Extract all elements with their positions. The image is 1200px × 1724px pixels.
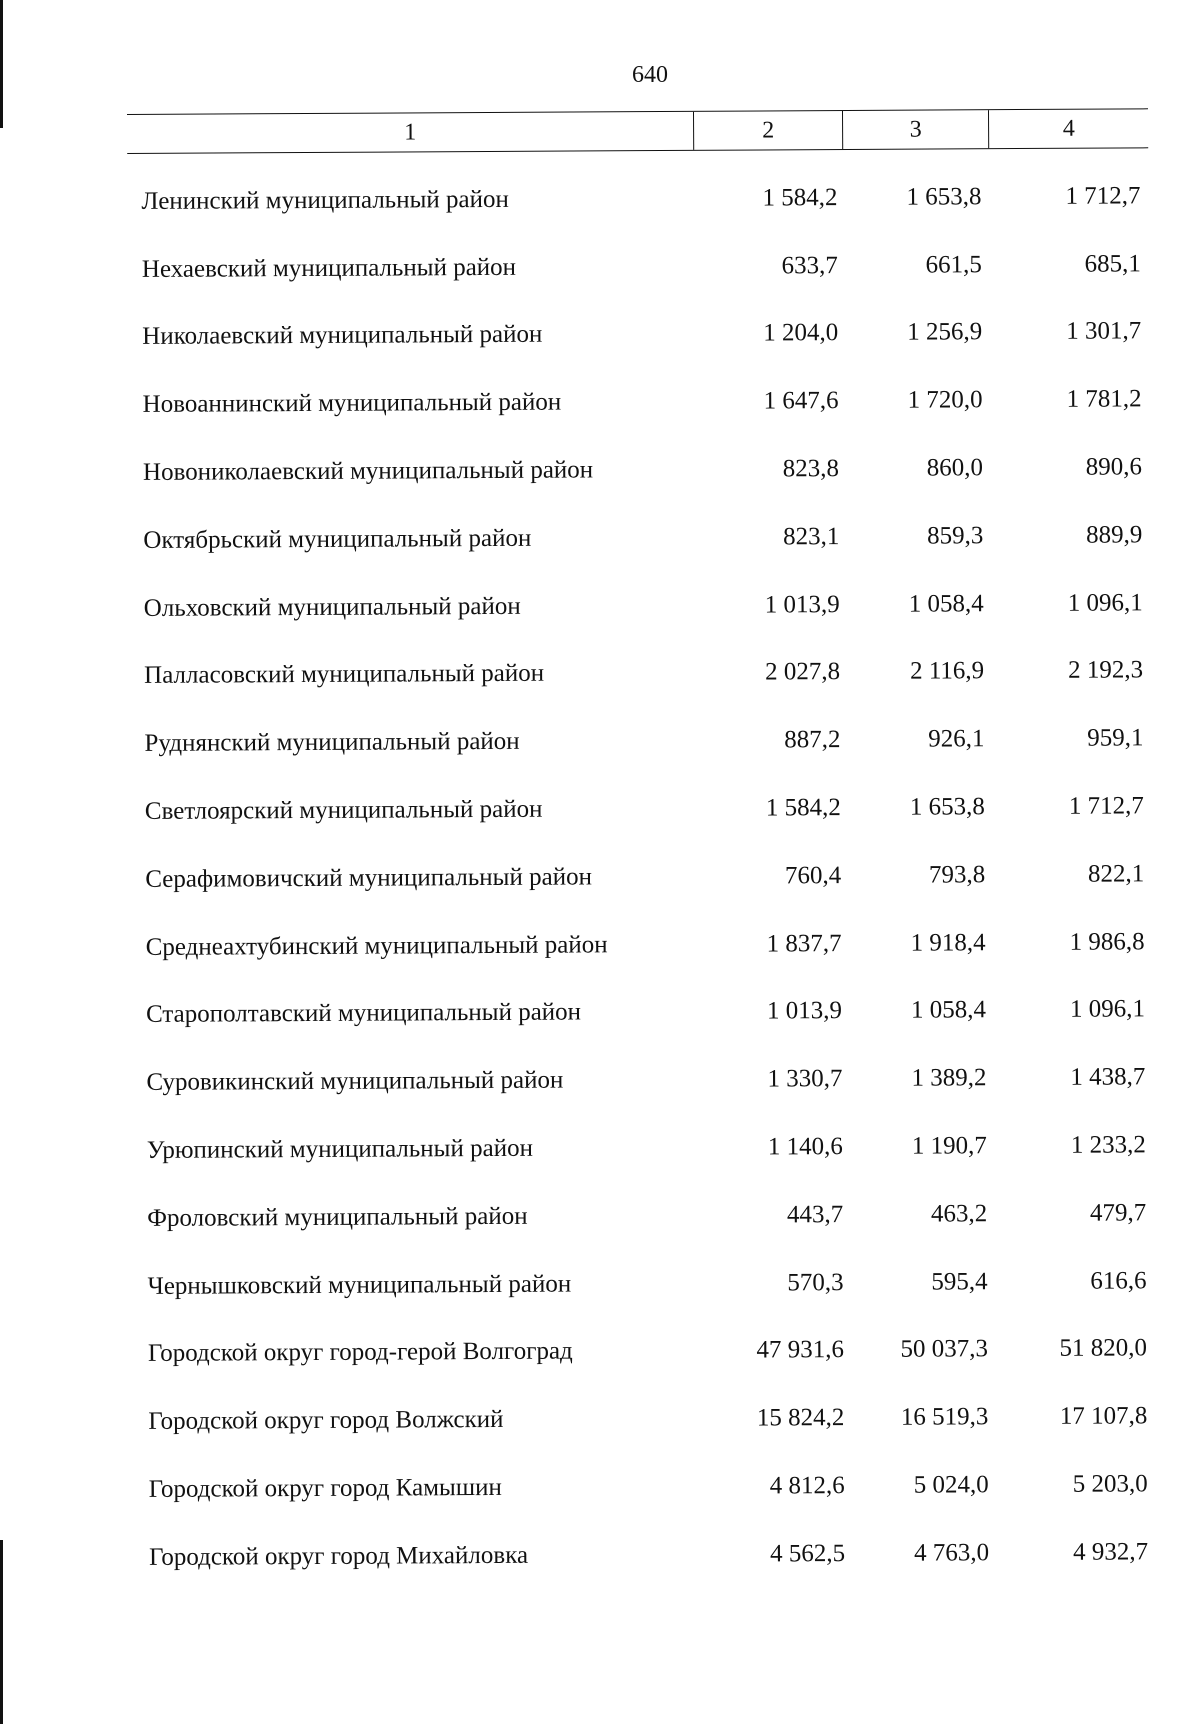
row-value-col2: 1 204,0 <box>763 319 839 347</box>
row-value-col2: 1 013,9 <box>764 590 840 619</box>
table-row <box>130 637 1151 710</box>
row-value-col2: 887,2 <box>784 726 841 754</box>
row-value-col3: 2 116,9 <box>909 657 985 686</box>
column-header-3: 3 <box>842 110 989 149</box>
row-name-cell: Чернышковский муниципальный район <box>147 1270 572 1300</box>
row-value-col2: 760,4 <box>784 861 842 890</box>
table-row <box>127 162 1148 235</box>
row-value-col4: 1 712,7 <box>1068 792 1144 820</box>
row-value-col4: 889,9 <box>1086 521 1143 549</box>
row-value-col2: 823,1 <box>783 522 840 551</box>
row-value-col2: 1 837,7 <box>766 929 842 958</box>
row-value-col2: 1 013,9 <box>766 997 843 1025</box>
row-value-col3: 5 024,0 <box>913 1471 989 1499</box>
row-value-col4: 1 438,7 <box>1070 1063 1146 1091</box>
row-value-col3: 1 389,2 <box>911 1064 987 1092</box>
table-row <box>134 1315 1155 1388</box>
table-row <box>128 366 1149 439</box>
row-value-col3: 859,3 <box>927 522 984 550</box>
row-value-col4: 1 301,7 <box>1066 317 1142 346</box>
row-name-cell: Фроловский муниципальный район <box>147 1202 528 1232</box>
row-value-col4: 616,6 <box>1090 1266 1147 1295</box>
row-value-col4: 822,1 <box>1087 860 1145 888</box>
row-value-col2: 823,8 <box>782 455 840 483</box>
column-header-1: 1 <box>404 119 417 146</box>
row-value-col4: 959,1 <box>1087 724 1144 752</box>
row-name-cell: Нехаевский муниципальный район <box>141 253 517 283</box>
row-value-col3: 1 256,9 <box>907 318 983 347</box>
row-name-cell: Городской округ город Михайловка <box>148 1541 529 1571</box>
row-value-col4: 17 107,8 <box>1059 1402 1148 1431</box>
table-row <box>128 230 1149 303</box>
table-row <box>129 433 1150 506</box>
table-row <box>133 1179 1154 1252</box>
row-value-col2: 1 647,6 <box>763 387 839 415</box>
table-row <box>130 705 1151 778</box>
row-value-col4: 1 781,2 <box>1066 385 1142 414</box>
row-name-cell: Городской округ город Волжский <box>148 1406 504 1436</box>
table-row <box>132 976 1153 1049</box>
row-value-col3: 860,0 <box>926 454 984 482</box>
row-name-cell: Урюпинский муниципальный район <box>146 1134 533 1164</box>
row-value-col3: 926,1 <box>928 725 985 753</box>
table-row <box>128 298 1149 371</box>
row-value-col4: 51 820,0 <box>1059 1334 1147 1363</box>
row-value-col2: 443,7 <box>786 1200 844 1229</box>
row-name-cell: Октябрьский муниципальный район <box>143 524 532 554</box>
row-value-col3: 1 720,0 <box>907 386 983 414</box>
column-header-4: 4 <box>988 109 1148 148</box>
row-name-cell: Палласовский муниципальный район <box>144 660 545 690</box>
table-row <box>133 1111 1154 1184</box>
row-value-col2: 570,3 <box>787 1268 844 1296</box>
row-name-cell: Новоаннинский муниципальный район <box>142 388 562 419</box>
row-value-col3: 1 190,7 <box>911 1132 987 1160</box>
row-value-col3: 1 058,4 <box>908 589 984 618</box>
row-value-col2: 15 824,2 <box>756 1404 845 1432</box>
row-value-col3: 50 037,3 <box>900 1335 988 1364</box>
table-row <box>135 1518 1156 1591</box>
row-value-col2: 1 584,2 <box>762 183 838 212</box>
row-value-col4: 685,1 <box>1084 250 1141 278</box>
page-number: 640 <box>632 62 668 88</box>
row-name-cell: Николаевский муниципальный район <box>142 321 543 351</box>
row-value-col2: 2 027,8 <box>765 658 841 686</box>
row-value-col3: 661,5 <box>925 250 982 279</box>
row-value-col3: 793,8 <box>928 861 986 889</box>
row-name-cell: Городской округ город Камышин <box>148 1473 502 1503</box>
table-row <box>129 501 1150 574</box>
table-row <box>132 1044 1153 1117</box>
row-name-cell: Суровикинский муниципальный район <box>146 1066 564 1097</box>
row-value-col3: 463,2 <box>930 1200 988 1228</box>
table-row <box>134 1450 1155 1523</box>
row-value-col2: 47 931,6 <box>756 1336 844 1364</box>
row-value-col4: 1 096,1 <box>1069 995 1146 1024</box>
row-value-col3: 1 918,4 <box>910 928 986 957</box>
row-value-col2: 1 330,7 <box>767 1065 843 1093</box>
table-row <box>131 772 1152 845</box>
row-name-cell: Старополтавский муниципальный район <box>145 998 582 1029</box>
table-row <box>130 569 1151 642</box>
data-table <box>127 108 1156 1591</box>
row-value-col3: 595,4 <box>931 1267 988 1296</box>
row-value-col4: 479,7 <box>1089 1199 1147 1227</box>
table-header-row <box>127 108 1148 154</box>
row-value-col4: 4 932,7 <box>1072 1538 1149 1566</box>
row-name-cell: Ленинский муниципальный район <box>141 185 509 215</box>
row-value-col3: 4 763,0 <box>913 1539 990 1567</box>
row-value-col4: 890,6 <box>1085 453 1143 481</box>
row-name-cell: Новониколаевский муниципальный район <box>142 456 594 486</box>
row-value-col2: 4 812,6 <box>769 1472 845 1500</box>
row-value-col4: 1 233,2 <box>1070 1131 1146 1159</box>
row-value-col2: 1 584,2 <box>765 794 841 822</box>
row-value-col3: 1 058,4 <box>910 996 987 1025</box>
row-name-cell: Серафимовичский муниципальный район <box>145 863 592 893</box>
row-name-cell: Руднянский муниципальный район <box>144 728 520 758</box>
row-value-col3: 16 519,3 <box>900 1403 989 1431</box>
column-header-2: 2 <box>693 111 842 150</box>
row-name-cell: Светлоярский муниципальный район <box>144 795 543 825</box>
table-row <box>133 1247 1154 1320</box>
table-row <box>134 1383 1155 1456</box>
row-value-col4: 1 712,7 <box>1065 182 1141 210</box>
row-value-col4: 2 192,3 <box>1068 656 1144 685</box>
row-value-col2: 1 140,6 <box>767 1133 843 1161</box>
table-body <box>127 162 1156 1591</box>
row-value-col4: 1 986,8 <box>1069 927 1145 956</box>
row-value-col2: 633,7 <box>781 251 838 280</box>
row-value-col3: 1 653,8 <box>906 183 982 211</box>
table-row <box>131 908 1152 981</box>
row-value-col3: 1 653,8 <box>909 793 985 821</box>
row-value-col4: 1 096,1 <box>1067 589 1143 617</box>
row-value-col2: 4 562,5 <box>769 1539 846 1568</box>
row-name-cell: Среднеахтубинский муниципальный район <box>145 930 608 961</box>
row-value-col4: 5 203,0 <box>1072 1470 1148 1498</box>
row-name-cell: Городской округ город-герой Волгоград <box>147 1337 573 1368</box>
table-row <box>131 840 1152 913</box>
scan-edge-mark-bottom <box>0 1540 3 1724</box>
row-name-cell: Ольховский муниципальный район <box>143 592 521 622</box>
